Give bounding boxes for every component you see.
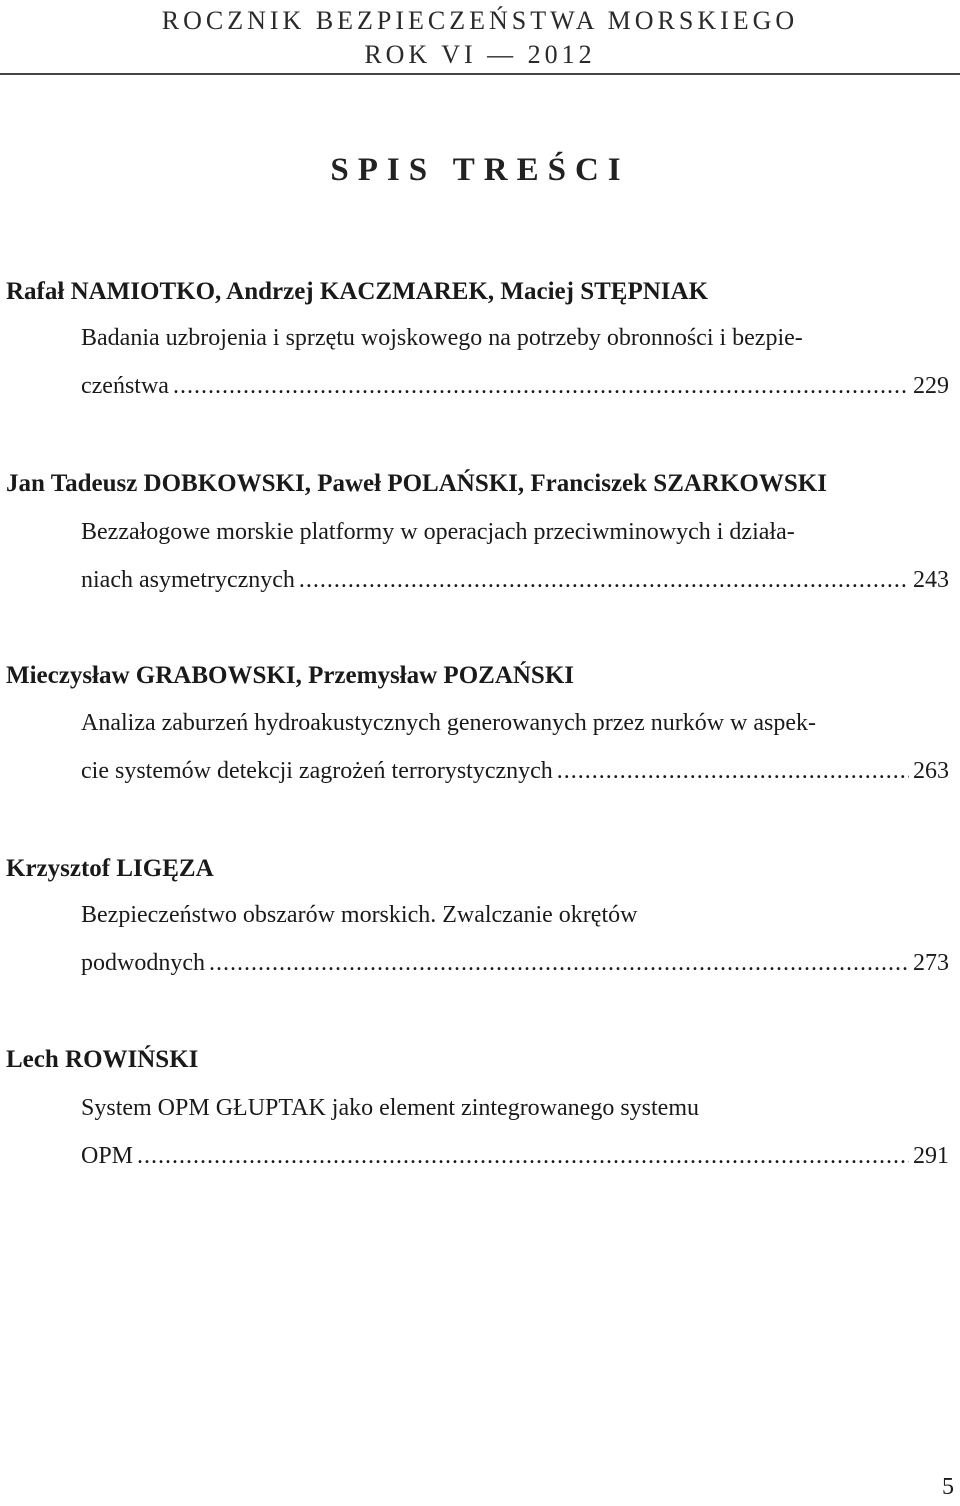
entry-leader-line (81, 950, 949, 977)
entry-authors: Lech ROWIŃSKI (6, 1046, 199, 1073)
entry-authors: Jan Tadeusz DOBKOWSKI, Paweł POLAŃSKI, Franciszek SZARKOWSKI (6, 470, 827, 497)
entry-page-number: 229 (913, 373, 949, 399)
entry-leader-line (81, 373, 949, 400)
dot-leader (557, 758, 909, 785)
entry-title-line: Badania uzbrojenia i sprzętu wojskowego na potrzeby obronności i bezpie- (81, 325, 803, 351)
entry-authors: Mieczysław GRABOWSKI, Przemysław POZAŃSKI (6, 662, 575, 689)
entry-title-end: podwodnych (81, 950, 205, 976)
entry-title-end: OPM (81, 1143, 134, 1169)
dot-leader (209, 950, 909, 977)
entry-page-number: 273 (913, 950, 949, 976)
entry-title-line: System OPM GŁUPTAK jako element zintegrowanego systemu (81, 1095, 699, 1121)
entry-leader-line (81, 567, 949, 594)
entry-title-line: Bezzałogowe morskie platformy w operacjach przeciwminowych i działa- (81, 519, 795, 545)
entry-title-end: cie systemów detekcji zagrożeń terrorystycznych (81, 758, 553, 784)
dot-leader (299, 567, 909, 594)
entry-leader-line (81, 1143, 949, 1170)
journal-year: ROK VI — 2012 (364, 40, 596, 69)
entry-title-line: Analiza zaburzeń hydroakustycznych generowanych przez nurków w aspek- (81, 710, 817, 736)
entry-page-number: 243 (913, 567, 949, 593)
entry-page-number: 263 (913, 758, 949, 784)
entry-title-line: Bezpieczeństwo obszarów morskich. Zwalczanie okrętów (81, 902, 638, 928)
entry-title-end: czeństwa (81, 373, 169, 399)
entry-page-number: 291 (913, 1143, 949, 1169)
entry-leader-line (81, 758, 949, 785)
dot-leader (137, 1143, 909, 1170)
entry-authors: Krzysztof LIGĘZA (6, 855, 214, 882)
journal-title: ROCZNIK BEZPIECZEŃSTWA MORSKIEGO (161, 6, 799, 35)
dot-leader (173, 373, 909, 400)
header-divider (0, 73, 960, 75)
toc-heading: SPIS TREŚCI (330, 152, 630, 188)
page-number: 5 (942, 1474, 954, 1500)
entry-authors: Rafał NAMIOTKO, Andrzej KACZMAREK, Maciej STĘPNIAK (6, 278, 709, 305)
entry-title-end: niach asymetrycznych (81, 567, 295, 593)
